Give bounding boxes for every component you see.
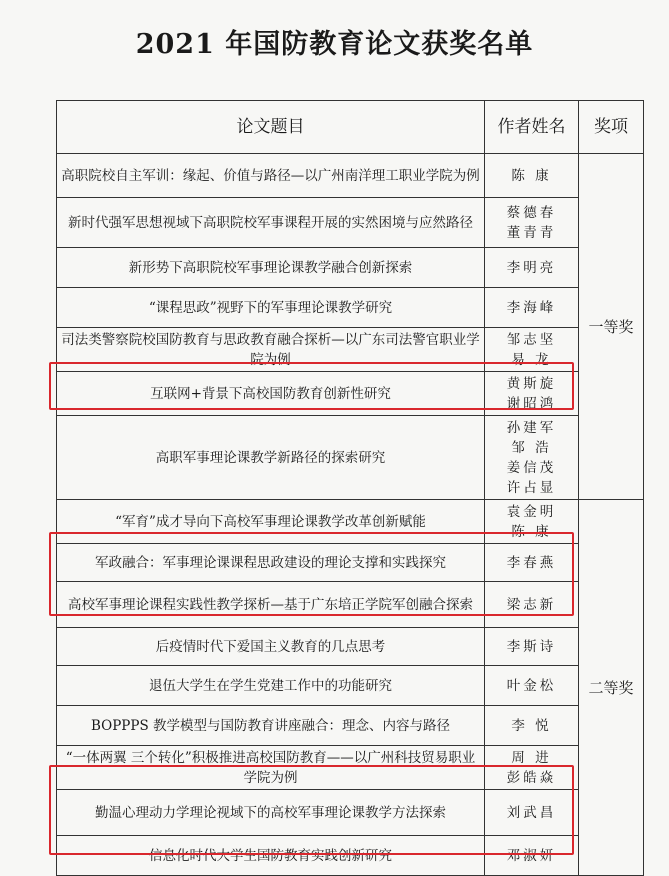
- paper-title: 高职院校自主军训：缘起、价值与路径—以广州南洋理工职业学院为例: [57, 154, 485, 198]
- paper-title: 退伍大学生在学生党建工作中的功能研究: [57, 666, 485, 706]
- paper-title: “课程思政”视野下的军事理论课教学研究: [57, 288, 485, 328]
- paper-title: 新时代强军思想视域下高职院校军事课程开展的实然困境与应然路径: [57, 198, 485, 248]
- author-name: 李春燕: [485, 544, 579, 582]
- table-row: [57, 544, 644, 582]
- author-name: 邹志坚 易 龙: [485, 328, 579, 372]
- header-title: 论文题目: [57, 101, 485, 154]
- table-row: [57, 628, 644, 666]
- paper-title: 司法类警察院校国防教育与思政教育融合探析—以广东司法警官职业学院为例: [57, 328, 485, 372]
- award-first-prize: 一等奖: [579, 154, 644, 500]
- table-row: [57, 500, 644, 544]
- table-row: [57, 328, 644, 372]
- paper-title: 勤温心理动力学理论视域下的高校军事理论课教学方法探索: [57, 790, 485, 836]
- author-name: 李海峰: [485, 288, 579, 328]
- table-row: [57, 582, 644, 628]
- table-row: [57, 154, 644, 198]
- author-name: 陈 康: [485, 154, 579, 198]
- table-row: [57, 416, 644, 500]
- table-row: [57, 666, 644, 706]
- paper-title: 互联网+背景下高校国防教育创新性研究: [57, 372, 485, 416]
- author-name: 梁志新: [485, 582, 579, 628]
- header-award: 奖项: [579, 101, 644, 154]
- paper-title: 新形势下高职院校军事理论课教学融合创新探索: [57, 248, 485, 288]
- author-name: 刘武昌: [485, 790, 579, 836]
- paper-title: 军政融合：军事理论课课程思政建设的理论支撑和实践探究: [57, 544, 485, 582]
- author-name: 李斯诗: [485, 628, 579, 666]
- table-row: [57, 248, 644, 288]
- table-row: [57, 372, 644, 416]
- author-name: 李明亮: [485, 248, 579, 288]
- table-row: [57, 746, 644, 790]
- author-name: 蔡德春 董青青: [485, 198, 579, 248]
- award-second-prize: 二等奖: [579, 500, 644, 876]
- table-row: [57, 836, 644, 876]
- paper-title: 高职军事理论课教学新路径的探索研究: [57, 416, 485, 500]
- author-name: 孙建军 邹 浩 姜信茂 许占显: [485, 416, 579, 500]
- author-name: 叶金松: [485, 666, 579, 706]
- table-row: [57, 790, 644, 836]
- table-row: [57, 288, 644, 328]
- paper-title: BOPPPS 教学模型与国防教育讲座融合：理念、内容与路径: [57, 706, 485, 746]
- paper-title: 高校军事理论课程实践性教学探析—基于广东培正学院军创融合探索: [57, 582, 485, 628]
- author-name: 李 悦: [485, 706, 579, 746]
- author-name: 袁金明 陈 康: [485, 500, 579, 544]
- table-row: [57, 198, 644, 248]
- paper-title: “军育”成才导向下高校军事理论课教学改革创新赋能: [57, 500, 485, 544]
- author-name: 周 进 彭皓焱: [485, 746, 579, 790]
- table-row: [57, 706, 644, 746]
- table-header-row: [57, 101, 644, 154]
- paper-title: “一体两翼 三个转化”积极推进高校国防教育——以广州科技贸易职业学院为例: [57, 746, 485, 790]
- header-author: 作者姓名: [485, 101, 579, 154]
- award-table: [56, 100, 644, 876]
- author-name: 黄斯旋 谢昭鸿: [485, 372, 579, 416]
- author-name: 邓淑妍: [485, 836, 579, 876]
- paper-title: 信息化时代大学生国防教育实践创新研究: [57, 836, 485, 876]
- paper-title: 后疫情时代下爱国主义教育的几点思考: [57, 628, 485, 666]
- page-title: 2021 年国防教育论文获奖名单: [135, 29, 534, 60]
